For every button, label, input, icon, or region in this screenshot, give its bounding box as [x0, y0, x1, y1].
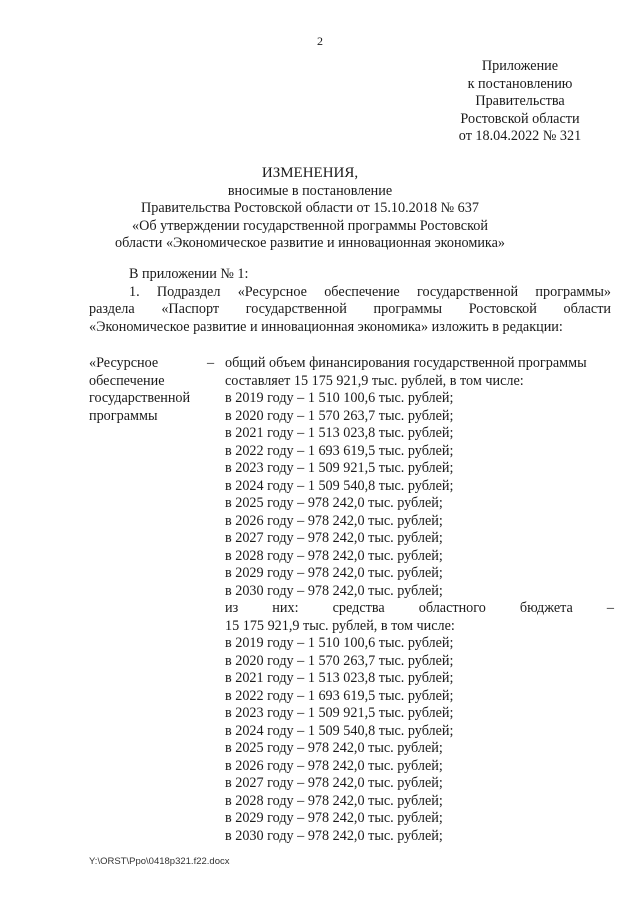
resource-line: общий объем финансирования государственной программы	[225, 355, 587, 371]
resource-line: в 2022 году – 1 693 619,5 тыс. рублей;	[225, 442, 454, 459]
file-path-footer: Y:\ORST\Ppo\0418p321.f22.docx	[89, 856, 230, 867]
appendix-line: Правительства	[475, 93, 565, 109]
appendix-line: к постановлению	[467, 75, 573, 92]
intro-section	[89, 266, 611, 336]
resource-line: в 2028 году – 978 242,0 тыс. рублей;	[225, 547, 443, 564]
resource-line: в 2022 году – 1 693 619,5 тыс. рублей;	[225, 687, 454, 704]
resource-line: в 2025 году – 978 242,0 тыс. рублей;	[225, 495, 443, 511]
resource-line: в 2026 году – 978 242,0 тыс. рублей;	[225, 512, 443, 529]
resource-line: в 2027 году – 978 242,0 тыс. рублей;	[225, 530, 443, 546]
appendix-line: Ростовской области	[460, 110, 580, 127]
appendix-line: Приложение	[481, 58, 559, 74]
document-heading: ИЗМЕНЕНИЯ,	[261, 165, 359, 181]
resource-content	[225, 355, 614, 845]
resource-line: в 2019 году – 1 510 100,6 тыс. рублей;	[225, 390, 454, 406]
amendment-line: «Экономическое развитие и инновационная экономика» изложить в редакции:	[89, 318, 563, 335]
title-line: Правительства Ростовской области от 15.10.2018 № 637	[141, 200, 479, 216]
resource-line: в 2020 году – 1 570 263,7 тыс. рублей;	[225, 652, 454, 669]
resource-line: в 2026 году – 978 242,0 тыс. рублей;	[225, 757, 443, 774]
resource-line: в 2030 году – 978 242,0 тыс. рублей;	[225, 827, 443, 844]
resource-line: составляет 15 175 921,9 тыс. рублей, в том числе:	[225, 372, 524, 389]
resource-label-line: государственной	[89, 390, 191, 406]
resource-table	[89, 355, 614, 845]
resource-label-line: обеспечение	[89, 372, 165, 389]
amendment-line: 1. Подраздел «Ресурсное обеспечение государственной программы»	[129, 283, 611, 300]
amendment-line: раздела «Паспорт государственной программы Ростовской области	[89, 301, 611, 317]
resource-line: в 2021 году – 1 513 023,8 тыс. рублей;	[225, 670, 454, 686]
title-line: «Об утверждении государственной программы Ростовской	[132, 217, 488, 234]
resource-line: 15 175 921,9 тыс. рублей, в том числе:	[225, 617, 455, 634]
title-block	[80, 165, 540, 253]
title-line: вносимые в постановление	[227, 182, 393, 199]
resource-line: из них: средства областного бюджета –	[225, 600, 614, 616]
appendix-line: от 18.04.2022 № 321	[458, 128, 582, 144]
resource-line: в 2028 году – 978 242,0 тыс. рублей;	[225, 792, 443, 809]
resource-line: в 2029 году – 978 242,0 тыс. рублей;	[225, 810, 443, 826]
resource-line: в 2024 году – 1 509 540,8 тыс. рублей;	[225, 477, 454, 494]
resource-row	[89, 355, 614, 845]
resource-line: в 2025 году – 978 242,0 тыс. рублей;	[225, 740, 443, 756]
resource-line: в 2027 году – 978 242,0 тыс. рублей;	[225, 775, 443, 791]
resource-label-line: программы	[89, 407, 158, 424]
resource-line: в 2030 году – 978 242,0 тыс. рублей;	[225, 582, 443, 599]
resource-line: в 2023 году – 1 509 921,5 тыс. рублей;	[225, 705, 454, 721]
resource-label	[89, 355, 207, 845]
resource-line: в 2029 году – 978 242,0 тыс. рублей;	[225, 565, 443, 581]
resource-line: в 2021 году – 1 513 023,8 тыс. рублей;	[225, 425, 454, 441]
page-number: 2	[317, 34, 323, 48]
resource-label-line: «Ресурсное	[89, 355, 159, 371]
title-line: области «Экономическое развитие и инновационная экономика»	[114, 235, 506, 251]
resource-line: в 2023 году – 1 509 921,5 тыс. рублей;	[225, 460, 454, 476]
intro-paragraph: В приложении № 1:	[129, 266, 249, 282]
resource-line: в 2020 году – 1 570 263,7 тыс. рублей;	[225, 407, 454, 424]
resource-line: в 2024 году – 1 509 540,8 тыс. рублей;	[225, 722, 454, 739]
resource-line: в 2019 году – 1 510 100,6 тыс. рублей;	[225, 635, 454, 651]
resource-dash: –	[207, 355, 215, 371]
appendix-block	[440, 58, 600, 146]
